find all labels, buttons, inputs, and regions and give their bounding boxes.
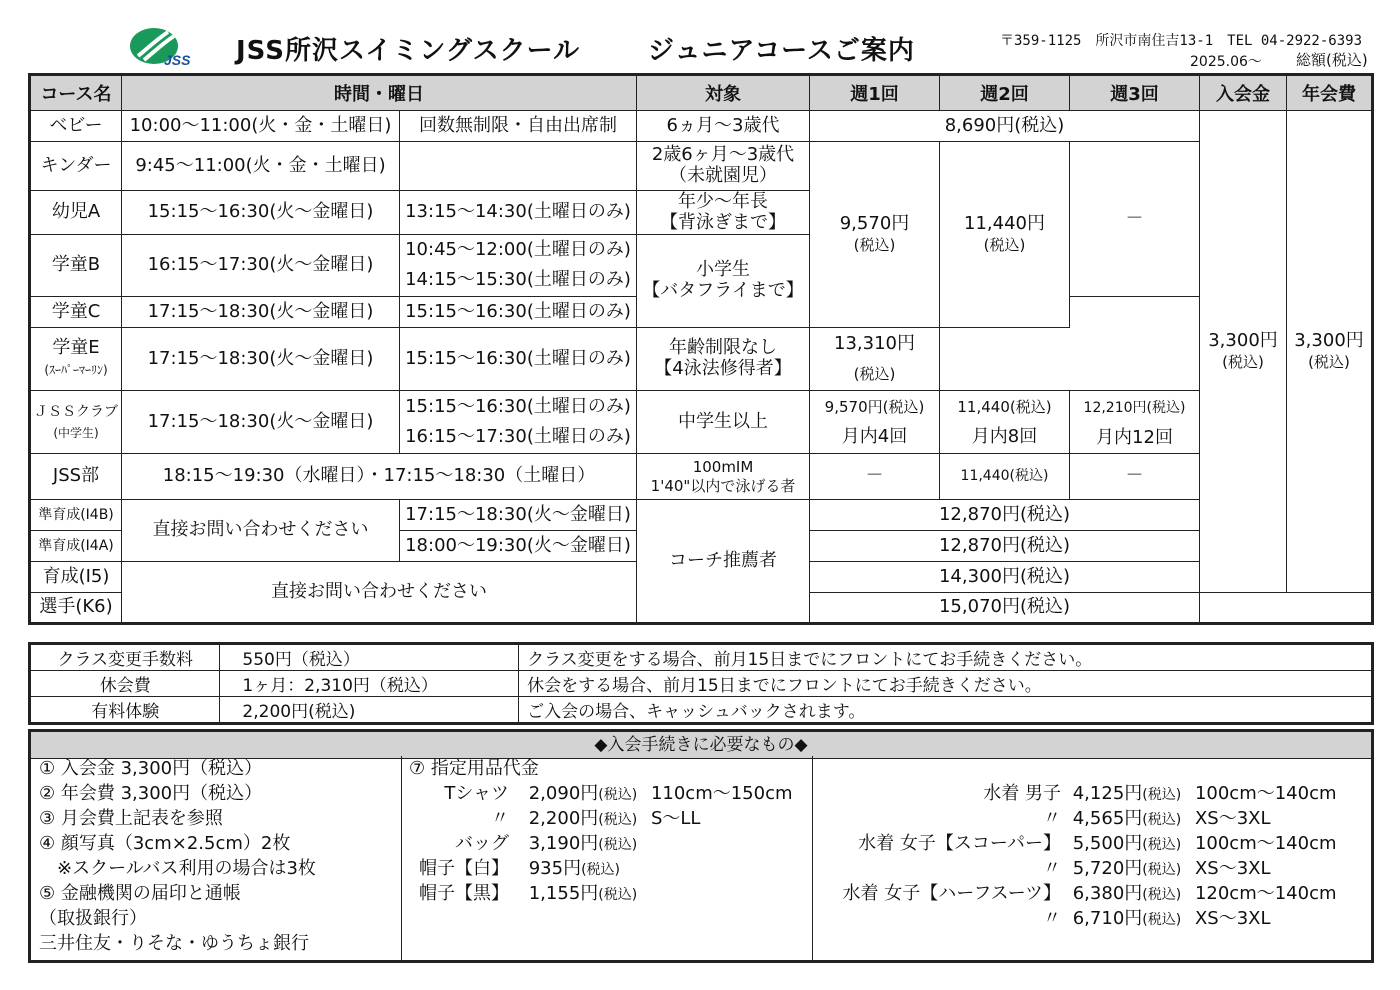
join-fee-cell bbox=[1200, 111, 1287, 593]
time-line: 15:15～16:30(土曜日のみ) bbox=[405, 396, 631, 417]
course-name: 準育成(I4B) bbox=[30, 500, 122, 531]
course-name: 準育成(I4A) bbox=[30, 531, 122, 562]
table-row bbox=[30, 142, 1373, 191]
swimsuit-tax: (税込) bbox=[1142, 787, 1182, 803]
goods-size: 110cm～150cm bbox=[650, 783, 793, 804]
time-saturday bbox=[400, 142, 637, 191]
target: 6ヵ月～3歳代 bbox=[637, 111, 810, 142]
list-item bbox=[821, 881, 1337, 906]
enroll-title: ◆入会手続きに必要なもの◆ bbox=[28, 729, 1374, 759]
time-saturday: 14:15～15:30(土曜日のみ) bbox=[400, 266, 637, 297]
time-saturday: 13:15～14:30(土曜日のみ) bbox=[400, 191, 637, 235]
fee-week1: 9,570円(税込) bbox=[824, 398, 925, 416]
course-name bbox=[30, 328, 122, 391]
swimsuit-name: 〃 bbox=[1043, 858, 1061, 879]
swimsuit-price: 4,125円 bbox=[1072, 783, 1143, 804]
contact-note: 直接お問い合わせください bbox=[122, 562, 637, 624]
list-item bbox=[821, 906, 1271, 931]
goods-name: Tシャツ bbox=[444, 783, 509, 804]
target-line: 年齢制限なし bbox=[669, 337, 777, 359]
list-item bbox=[409, 831, 637, 856]
target: 中学生以上 bbox=[637, 391, 810, 454]
goods-price: 935円 bbox=[528, 858, 582, 879]
list-item bbox=[409, 881, 637, 906]
target-line: （未就園児） bbox=[669, 165, 777, 186]
fee-week1-tax: (税込) bbox=[853, 235, 896, 254]
table-row bbox=[30, 697, 1373, 724]
fee: 14,300円(税込) bbox=[810, 562, 1200, 593]
fee: 12,870円(税込) bbox=[810, 500, 1200, 531]
swimsuit-price: 5,500円 bbox=[1072, 833, 1143, 854]
goods-tax: (税込) bbox=[598, 812, 638, 828]
fee-week3-note: 月内12回 bbox=[1096, 426, 1173, 448]
target-line: 100mIM bbox=[692, 457, 754, 476]
address: 〒359-1125 所沢市南住吉13-1 TEL 04-2922-6393 bbox=[1000, 33, 1363, 49]
course-name: ベビー bbox=[30, 111, 122, 142]
fee-week1: 9,570円 bbox=[839, 212, 910, 234]
time-weekday: 16:15～17:30(火～金曜日) bbox=[122, 235, 400, 297]
list-item: 三井住友・りそな・ゆうちょ銀行 bbox=[39, 933, 309, 954]
fee-week1-cell bbox=[810, 142, 940, 328]
jss-logo bbox=[124, 26, 194, 68]
fee-week1-cell bbox=[810, 391, 940, 454]
list-item bbox=[821, 856, 1271, 881]
fee-week2: 11,440(税込) bbox=[957, 398, 1052, 416]
list-item: ④ 顔写真（3cm×2.5cm）2枚 bbox=[39, 833, 291, 854]
list-item: ※スクールバス利用の場合は3枚 bbox=[39, 858, 316, 879]
header-week2: 週2回 bbox=[940, 75, 1070, 111]
target-line: 小学生 bbox=[696, 259, 750, 281]
time-saturday: 回数無制限・自由出席制 bbox=[400, 111, 637, 142]
swimsuit-tax: (税込) bbox=[1142, 862, 1182, 878]
swimsuit-name: 水着 女子【ハーフスーツ】 bbox=[842, 883, 1061, 904]
annual-fee: 3,300円 bbox=[1294, 329, 1364, 351]
fee-note: クラス変更をする場合、前月15日までにフロントにてお手続きください。 bbox=[519, 644, 1373, 671]
header-join-fee: 入会金 bbox=[1200, 75, 1287, 111]
enroll-box bbox=[28, 756, 1374, 963]
swimsuit-name: 水着 女子【スコーパー】 bbox=[858, 833, 1061, 854]
list-item bbox=[821, 806, 1271, 831]
time-saturday bbox=[400, 391, 637, 454]
target-line: 年少～年長 bbox=[678, 190, 768, 212]
swimsuit-tax: (税込) bbox=[1142, 812, 1182, 828]
target: コーチ推薦者 bbox=[637, 500, 810, 624]
time-weekday: 17:15～18:30(火～金曜日) bbox=[122, 391, 400, 454]
goods-name: 帽子【白】 bbox=[419, 858, 509, 879]
swimsuit-price: 4,565円 bbox=[1072, 808, 1143, 829]
fee-label: クラス変更手数料 bbox=[30, 644, 220, 671]
list-item bbox=[821, 831, 1337, 856]
target bbox=[637, 142, 810, 191]
header-week3: 週3回 bbox=[1070, 75, 1200, 111]
effective-date: 2025.06～ bbox=[1190, 54, 1262, 70]
goods-name: バッグ bbox=[455, 833, 509, 854]
header-week1: 週1回 bbox=[810, 75, 940, 111]
time-combined: 18:15～19:30（水曜日）・17:15～18:30（土曜日） bbox=[122, 454, 637, 500]
fee-label: 休会費 bbox=[30, 671, 220, 697]
table-row bbox=[30, 500, 1373, 531]
enroll-requirements bbox=[39, 756, 316, 956]
course-name: 選手(K6) bbox=[30, 593, 122, 624]
goods-name: 〃 bbox=[491, 808, 509, 829]
swimsuit-name: 〃 bbox=[1043, 908, 1061, 929]
swimsuit-size: 120cm～140cm bbox=[1194, 883, 1337, 904]
list-item bbox=[821, 781, 1337, 806]
swimsuit-tax: (税込) bbox=[1142, 887, 1182, 903]
time-saturday: 10:45～12:00(土曜日のみ) bbox=[400, 235, 637, 266]
time-weekday: 15:15～16:30(火～金曜日) bbox=[122, 191, 400, 235]
list-item: ① 入会金 3,300円（税込） bbox=[39, 758, 263, 779]
logo-text: JSS bbox=[164, 52, 191, 68]
table-row bbox=[30, 111, 1373, 142]
fee: 12,870円(税込) bbox=[810, 531, 1200, 562]
table-header-row bbox=[30, 75, 1373, 111]
join-fee: 3,300円 bbox=[1208, 329, 1278, 351]
fee-week2-cell bbox=[940, 142, 1070, 328]
fee: 15,070円(税込) bbox=[810, 593, 1200, 624]
time-weekday: 9:45～11:00(火・金・土曜日) bbox=[122, 142, 400, 191]
goods-price: 3,190円 bbox=[528, 833, 599, 854]
swimsuit-name: 〃 bbox=[1043, 808, 1061, 829]
fee-value: 550円（税込） bbox=[220, 644, 519, 671]
annual-fee-cell bbox=[1287, 111, 1373, 593]
list-item bbox=[409, 806, 700, 831]
fee-value: 1ヶ月：2,310円（税込） bbox=[220, 671, 519, 697]
target bbox=[637, 454, 810, 500]
fee-note: 休会をする場合、前月15日までにフロントにてお手続きください。 bbox=[519, 671, 1373, 697]
course-name: 幼児A bbox=[30, 191, 122, 235]
header-course: コース名 bbox=[30, 75, 122, 111]
list-item bbox=[409, 781, 793, 806]
goods-tax: (税込) bbox=[598, 787, 638, 803]
fee-week3: 12,210円(税込) bbox=[1083, 399, 1186, 416]
fee-week3-cell bbox=[810, 328, 940, 391]
time-saturday: 15:15～16:30(土曜日のみ) bbox=[400, 297, 637, 328]
table-row bbox=[30, 454, 1373, 500]
fee-week2: 11,440(税込) bbox=[940, 454, 1070, 500]
course-name: 学童B bbox=[30, 235, 122, 297]
course-name bbox=[30, 391, 122, 454]
table-row bbox=[30, 328, 1373, 391]
divider bbox=[401, 756, 402, 960]
swimsuit-size: XS～3XL bbox=[1194, 858, 1271, 879]
divider bbox=[812, 756, 813, 960]
page-title: JSS所沢スイミングスクール bbox=[236, 36, 581, 66]
course-name: JSS部 bbox=[30, 454, 122, 500]
fee-week1: － bbox=[810, 454, 940, 500]
annual-fee-tax: (税込) bbox=[1308, 352, 1350, 371]
course-name: キンダー bbox=[30, 142, 122, 191]
time-weekday: 18:00～19:30(火～金曜日) bbox=[400, 531, 637, 562]
course-table bbox=[28, 73, 1374, 625]
swimsuit-size: XS～3XL bbox=[1194, 808, 1271, 829]
swimsuit-name: 水着 男子 bbox=[983, 783, 1061, 804]
time-weekday: 10:00～11:00(火・金・土曜日) bbox=[122, 111, 400, 142]
goods-price: 1,155円 bbox=[528, 883, 599, 904]
course-name-text: 学童E bbox=[52, 337, 100, 359]
header-time: 時間・曜日 bbox=[122, 75, 637, 111]
swimsuit-size: 100cm～140cm bbox=[1194, 783, 1337, 804]
fee-note: ご入会の場合、キャッシュバックされます。 bbox=[519, 697, 1373, 724]
fee: 8,690円(税込) bbox=[810, 111, 1200, 142]
fee-week2-tax: (税込) bbox=[983, 235, 1026, 254]
swimsuit-tax: (税込) bbox=[1142, 912, 1182, 928]
fee-week3: － bbox=[1070, 142, 1200, 297]
list-item: ③ 月会費上記表を参照 bbox=[39, 808, 223, 829]
header-target: 対象 bbox=[637, 75, 810, 111]
fee-week3-tax: (税込) bbox=[853, 365, 896, 383]
target-line: 2歳6ヶ月～3歳代 bbox=[651, 144, 795, 166]
goods-size: S～LL bbox=[650, 808, 701, 829]
join-fee-tax: (税込) bbox=[1222, 352, 1264, 371]
goods-tax: (税込) bbox=[598, 837, 638, 853]
fee-week2-cell bbox=[940, 391, 1070, 454]
contact-note: 直接お問い合わせください bbox=[122, 500, 400, 562]
time-line: 16:15～17:30(土曜日のみ) bbox=[405, 426, 631, 447]
course-name: 育成(I5) bbox=[30, 562, 122, 593]
table-row bbox=[30, 391, 1373, 454]
course-name-text: ＪＳＳクラブ bbox=[34, 404, 118, 421]
table-row bbox=[30, 644, 1373, 671]
table-row bbox=[30, 671, 1373, 697]
course-name: 学童C bbox=[30, 297, 122, 328]
goods-price: 2,090円 bbox=[528, 783, 599, 804]
fee-week1-note: 月内4回 bbox=[841, 426, 908, 447]
target bbox=[637, 191, 810, 235]
header-annual-fee: 年会費 bbox=[1287, 75, 1373, 111]
swimsuit-price: 6,710円 bbox=[1072, 908, 1143, 929]
goods-price: 2,200円 bbox=[528, 808, 599, 829]
course-name-sub: (ｽｰﾊﾟｰﾏｰﾘﾝ) bbox=[44, 363, 108, 377]
list-item bbox=[409, 856, 620, 881]
target-line: 【4泳法修得者】 bbox=[654, 358, 792, 379]
time-weekday: 17:15～18:30(火～金曜日) bbox=[400, 500, 637, 531]
list-item: ⑤ 金融機関の届印と通帳 bbox=[39, 883, 241, 904]
course-name-sub: (中学生) bbox=[53, 426, 99, 440]
target bbox=[637, 328, 810, 391]
goods-name: 帽子【黒】 bbox=[419, 883, 509, 904]
target-line: 【背泳ぎまで】 bbox=[660, 211, 786, 233]
goods-tax: (税込) bbox=[598, 887, 638, 903]
fees-table bbox=[28, 642, 1374, 725]
fee-week3: 13,310円 bbox=[834, 333, 915, 354]
swimsuit-size: 100cm～140cm bbox=[1194, 833, 1337, 854]
fee-week2: 11,440円 bbox=[964, 212, 1045, 234]
fee-value: 2,200円(税込) bbox=[220, 697, 519, 724]
swimsuit-size: XS～3XL bbox=[1194, 908, 1271, 929]
list-item: ② 年会費 3,300円（税込） bbox=[39, 783, 263, 804]
fee-week3-cell bbox=[1070, 391, 1200, 454]
goods-tax: (税込) bbox=[581, 862, 621, 878]
target-line: 【バタフライまで】 bbox=[642, 280, 804, 301]
fee-week2-note: 月内8回 bbox=[971, 426, 1038, 447]
page-subtitle: ジュニアコースご案内 bbox=[648, 36, 915, 66]
target bbox=[637, 235, 810, 328]
time-weekday: 17:15～18:30(火～金曜日) bbox=[122, 297, 400, 328]
fee-week3: － bbox=[1070, 454, 1200, 500]
swimsuit-price: 5,720円 bbox=[1072, 858, 1143, 879]
time-saturday: 15:15～16:30(土曜日のみ) bbox=[400, 328, 637, 391]
goods-title: ⑦ 指定用品代金 bbox=[409, 758, 539, 779]
swimsuit-price: 6,380円 bbox=[1072, 883, 1143, 904]
tax-note: 総額(税込) bbox=[1296, 51, 1368, 69]
fee-label: 有料体験 bbox=[30, 697, 220, 724]
swimsuit-tax: (税込) bbox=[1142, 837, 1182, 853]
target-line: 1'40"以内で泳げる者 bbox=[650, 476, 796, 495]
time-weekday: 17:15～18:30(火～金曜日) bbox=[122, 328, 400, 391]
list-item: （取扱銀行） bbox=[39, 908, 147, 929]
